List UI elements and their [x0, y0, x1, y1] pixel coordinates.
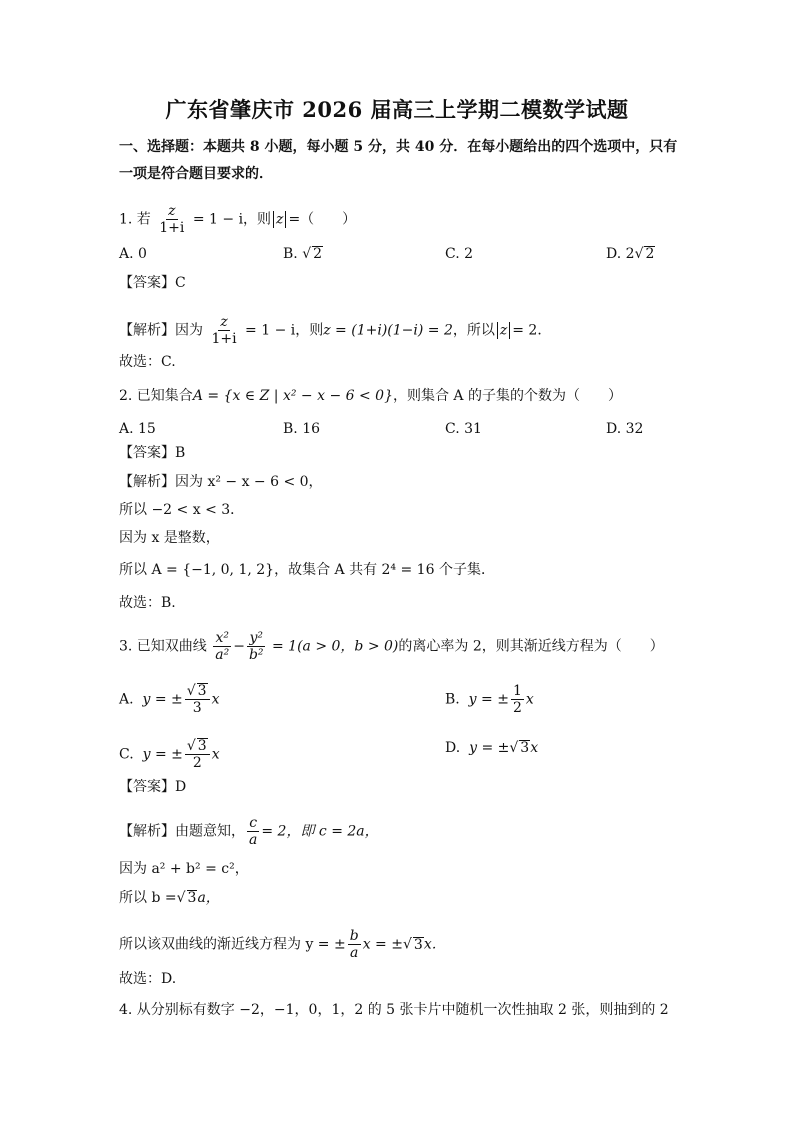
q1-option-c: C. 2: [445, 246, 474, 262]
q2-option-b: B. 16: [283, 421, 321, 437]
q3-option-c: C. y = ± $\frac{√ 3}{2}$ x: [119, 738, 220, 771]
section-header-line1: 一、选择题：本题共 8 小题，每小题 5 分，共 40 分．在每小题给出的四个选项中，只有: [119, 139, 678, 155]
page-title: 广东省肇庆市 2026 届高三上学期二模数学试题: [165, 97, 629, 122]
q2-explanation-1: 【解析】因为 x² − x − 6 < 0，: [119, 474, 323, 490]
question-1-stem: 1. 若 $\frac{z}{1+i}$ = 1 − i，则 z =（ ）: [119, 203, 357, 236]
q1-option-d: D. 2√ 2: [606, 246, 655, 262]
q1-explanation: 【解析】因为 $\frac{z}{1+i}$ = 1 − i，则z = (1+i)(1−i) = 2，所以 z = 2．: [119, 314, 552, 347]
q2-explanation-4: 所以 A = {−1, 0, 1, 2}，故集合 A 共有 2⁴ = 16 个子集．: [119, 562, 495, 578]
q3-conclusion: 故选：D.: [119, 971, 177, 987]
q2-conclusion: 故选：B.: [119, 595, 176, 611]
q3-explanation-4: 所以该双曲线的渐近线方程为 y = ± $\frac{b}{a}$ x = ±√ 3x．: [119, 928, 446, 961]
q1-conclusion: 故选：C.: [119, 354, 176, 370]
q2-answer: 【答案】B: [119, 445, 186, 461]
q3-option-b: B. y = ± $\frac{1}{2}$ x: [445, 683, 534, 716]
q3-explanation-2: 因为 a² + b² = c²，: [119, 861, 249, 877]
q1-answer: 【答案】C: [119, 275, 186, 291]
question-2-stem: 2. 已知集合A = {x ∈ Z | x² − x − 6 < 0}，则集合 A 的子集的个数为（ ）: [119, 388, 622, 404]
q3-option-a: A. y = ± $\frac{√ 3}{3}$ x: [119, 683, 220, 716]
section-header-line2: 一项是符合题目要求的．: [119, 166, 273, 182]
q3-explanation-3: 所以 b =√ 3a，: [119, 890, 220, 906]
q1-equation: = 1 − i: [192, 211, 244, 228]
question-4-stem: 4. 从分别标有数字 −2，−1，0，1，2 的 5 张卡片中随机一次性抽取 2 张，则抽到的 2: [119, 1002, 669, 1018]
q2-option-c: C. 31: [445, 421, 482, 437]
q1-option-a: A. 0: [119, 246, 147, 262]
q3-answer: 【答案】D: [119, 779, 187, 795]
question-3-stem: 3. 已知双曲线 $\frac{\text{x²}}{\text{a²}}$ − $\frac{\text{y²}}{\text{b²}}$ = 1(a > 0，b > 0)的离心率为 2，则其渐近线方程为（ ）: [119, 630, 664, 663]
q2-explanation-3: 因为 x 是整数，: [119, 530, 220, 546]
q2-option-a: A. 15: [119, 421, 156, 437]
q1-prefix: 1. 若: [119, 211, 151, 228]
q1-option-b: B. √ 2: [283, 246, 323, 262]
q1-fraction: $\frac{z}{1+i}$: [159, 203, 185, 236]
q2-option-d: D. 32: [606, 421, 644, 437]
q2-explanation-2: 所以 −2 < x < 3．: [119, 502, 245, 518]
q3-option-d: D. y = ±√ 3x: [445, 740, 539, 756]
q3-explanation-1: 【解析】由题意知， $\frac{c}{a}$ = 2，即 c = 2a，: [119, 815, 379, 848]
